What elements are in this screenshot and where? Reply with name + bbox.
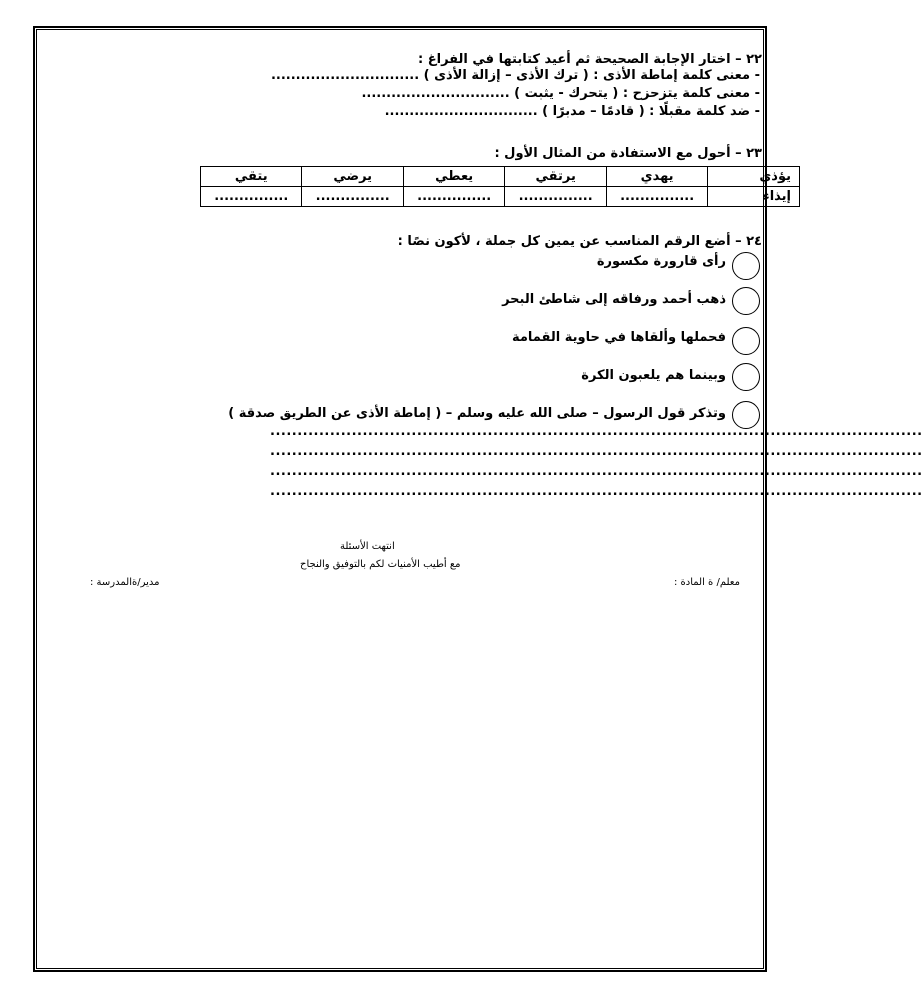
teacher-label: معلم/ ة المادة :: [673, 577, 740, 588]
answer-blank-cell[interactable]: ...............: [606, 187, 707, 207]
q22-item-1: - معنى كلمة إماطة الأذى : ( ترك الأذى – إزالة الأذى ) ..............................: [270, 68, 760, 83]
verb-cell: يتقي: [201, 167, 302, 187]
number-circle[interactable]: [732, 327, 760, 355]
principal-label: مدير/ةالمدرسة :: [90, 577, 160, 588]
sentence-5: وتذكر قول الرسول – صلى الله عليه وسلم – ( إماطة الأذى عن الطريق صدقة ): [228, 406, 726, 421]
sentence-1: رأى قارورة مكسورة: [596, 254, 726, 269]
answer-line[interactable]: ........................................................................................................................: [270, 464, 923, 479]
answer-blank-cell[interactable]: ...............: [302, 187, 403, 207]
wishes-text: مع أطيب الأمنيات لكم بالتوفيق والنجاح: [300, 559, 461, 570]
verb-cell: يهدي: [606, 167, 707, 187]
number-circle[interactable]: [732, 252, 760, 280]
answer-blank-cell[interactable]: ...............: [403, 187, 504, 207]
sentence-4: وبينما هم يلعبون الكرة: [581, 368, 726, 383]
q24-heading: ٢٤ – أضع الرقم المناسب عن يمين كل جملة ، لأكون نصًا :: [397, 234, 762, 249]
answer-line[interactable]: ........................................................................................................................: [270, 424, 923, 439]
conjugation-table: [200, 166, 800, 207]
answer-line[interactable]: ........................................................................................................................: [270, 484, 923, 499]
table-row-verbs: [201, 167, 800, 187]
answer-line[interactable]: ........................................................................................................................: [270, 444, 923, 459]
answer-blank-cell[interactable]: ...............: [201, 187, 302, 207]
end-of-questions: انتهت الأسئلة: [340, 541, 395, 552]
number-circle[interactable]: [732, 287, 760, 315]
q23-heading: ٢٣ – أحول مع الاستفادة من المثال الأول :: [494, 146, 762, 161]
sentence-2: ذهب أحمد ورفاقه إلى شاطئ البحر: [502, 292, 726, 307]
verb-cell: يرضي: [302, 167, 403, 187]
answer-example-cell: إيذاء: [708, 187, 800, 207]
table-row-answers: [201, 187, 800, 207]
answer-blank-cell[interactable]: ...............: [505, 187, 606, 207]
verb-cell: يرتقي: [505, 167, 606, 187]
q22-heading: ٢٢ – اختار الإجابة الصحيحة ثم أعيد كتابتها في الفراغ :: [418, 52, 762, 67]
verb-cell: يؤذي: [708, 167, 800, 187]
q22-item-3: - ضد كلمة مقبلًا : ( قادمًا – مدبرًا ) ...............................: [384, 104, 760, 119]
sentence-3: فحملها وألقاها في حاوية القمامة: [511, 330, 726, 345]
q22-item-2: - معنى كلمة يتزحزح : ( يتحرك - يثبت ) ..............................: [361, 86, 760, 101]
verb-cell: يعطي: [403, 167, 504, 187]
number-circle[interactable]: [732, 363, 760, 391]
